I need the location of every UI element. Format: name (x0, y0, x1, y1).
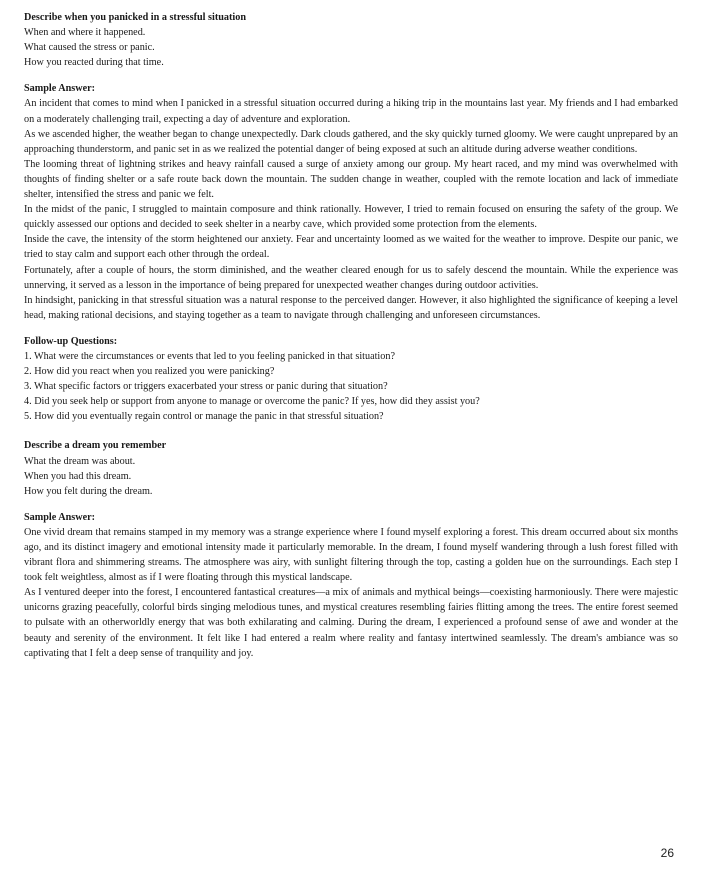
cue-line: When you had this dream. (24, 470, 132, 482)
answer-paragraph: As I ventured deeper into the forest, I encountered fantastical creatures—a mix of animals and mythical beings—coexisting harmoniously. There were majestic unicorns grazing peacefully, colorful birds singing melodious tunes, and mystical creatures resembling fairies flitting among the trees. The entire forest seemed to pulsate with an otherworldly energy that was both exhilarating and calming. During the dream, I experienced a profound sense of awe and wonder at the beauty and serenity of the environment. It felt like I had entered a realm where reality and fantasy intertwined seamlessly. The dream's ambiance was so captivating that I felt a deep sense of tranquility and joy. (24, 587, 678, 659)
section-title: Describe when you panicked in a stressful situation (24, 12, 246, 23)
answer-paragraph: Inside the cave, the intensity of the storm heightened our anxiety. Fear and uncertainty loomed as we waited for the weather to improve. Despite our panic, we tried to stay calm and support each other through the ordeal. (24, 234, 678, 261)
answer-paragraph: One vivid dream that remains stamped in my memory was a strange experience where I found myself exploring a forest. This dream occurred about six months ago, and its distinct imagery and emotional intensity made it particularly memorable. In the dream, I found myself wandering through a lush forest filled with vibrant flora and shimmering streams. The atmosphere was airy, with sunlight filtering through the top, casting a golden hue on the surroundings. Each step I took felt weightless, almost as if I were floating through this mystical landscape. (24, 526, 678, 584)
answer-paragraph: In hindsight, panicking in that stressful situation was a natural response to the perceived danger. However, it also highlighted the significance of keeping a level head, making rational decisions, and staying together as a team to navigate through challenging and unforeseen circumstances. (24, 294, 678, 321)
cue-line: What caused the stress or panic. (24, 42, 155, 54)
followup-question: 5. How did you eventually regain control or manage the panic in that stressful situation? (24, 411, 384, 423)
sample-answer-label: Sample Answer: (24, 83, 96, 95)
answer-paragraph: The looming threat of lightning strikes and heavy rainfall caused a surge of anxiety among our group. My heart raced, and my mind was overwhelmed with thoughts of finding shelter or a safe route back down the mountain. The sudden change in weather, coupled with the remote location and lack of immediate shelter, intensified the stress and panic we felt. (24, 158, 678, 201)
cue-line: When and where it happened. (24, 27, 146, 39)
followup-question: 2. How did you react when you realized you were panicking? (24, 366, 275, 378)
followup-question: 1. What were the circumstances or events that led to you feeling panicked in that situation? (24, 350, 395, 362)
page-number: 26 (660, 846, 674, 860)
cue-line: What the dream was about. (24, 455, 136, 467)
followup-question: 4. Did you seek help or support from anyone to manage or overcome the panic? If yes, how did they assist you? (24, 396, 480, 408)
answer-paragraph: In the midst of the panic, I struggled to maintain composure and think rationally. However, I tried to remain focused on ensuring the safety of the group. We quickly assessed our options and decided to seek shelter in a nearby cave, which provided some protection from the elements. (24, 204, 678, 231)
document-page (24, 10, 678, 661)
answer-paragraph: Fortunately, after a couple of hours, the storm diminished, and the weather cleared enough for us to safely descend the mountain. While the experience was unnerving, it served as a lesson in the importance of being prepared for unexpected weather changes during outdoor activities. (24, 264, 678, 291)
cue-line: How you reacted during that time. (24, 57, 164, 69)
section-title: Describe a dream you remember (24, 440, 167, 452)
answer-paragraph: As we ascended higher, the weather began to change unexpectedly. Dark clouds gathered, and the sky quickly turned gloomy. We were caught unprepared by an approaching thunderstorm, and panic set in as we realized the potential danger of being exposed at such an altitude during adverse weather conditions. (24, 128, 678, 155)
followup-question: 3. What specific factors or triggers exacerbated your stress or panic during that situation? (24, 381, 388, 393)
sample-answer-label: Sample Answer: (24, 511, 96, 523)
followup-label: Follow-up Questions: (24, 335, 118, 347)
cue-line: How you felt during the dream. (24, 485, 153, 497)
answer-paragraph: An incident that comes to mind when I panicked in a stressful situation occurred during a hiking trip in the mountains last year. My friends and I had embarked on a moderately challenging trail, expecting a day of adventure and exploration. (24, 98, 678, 125)
